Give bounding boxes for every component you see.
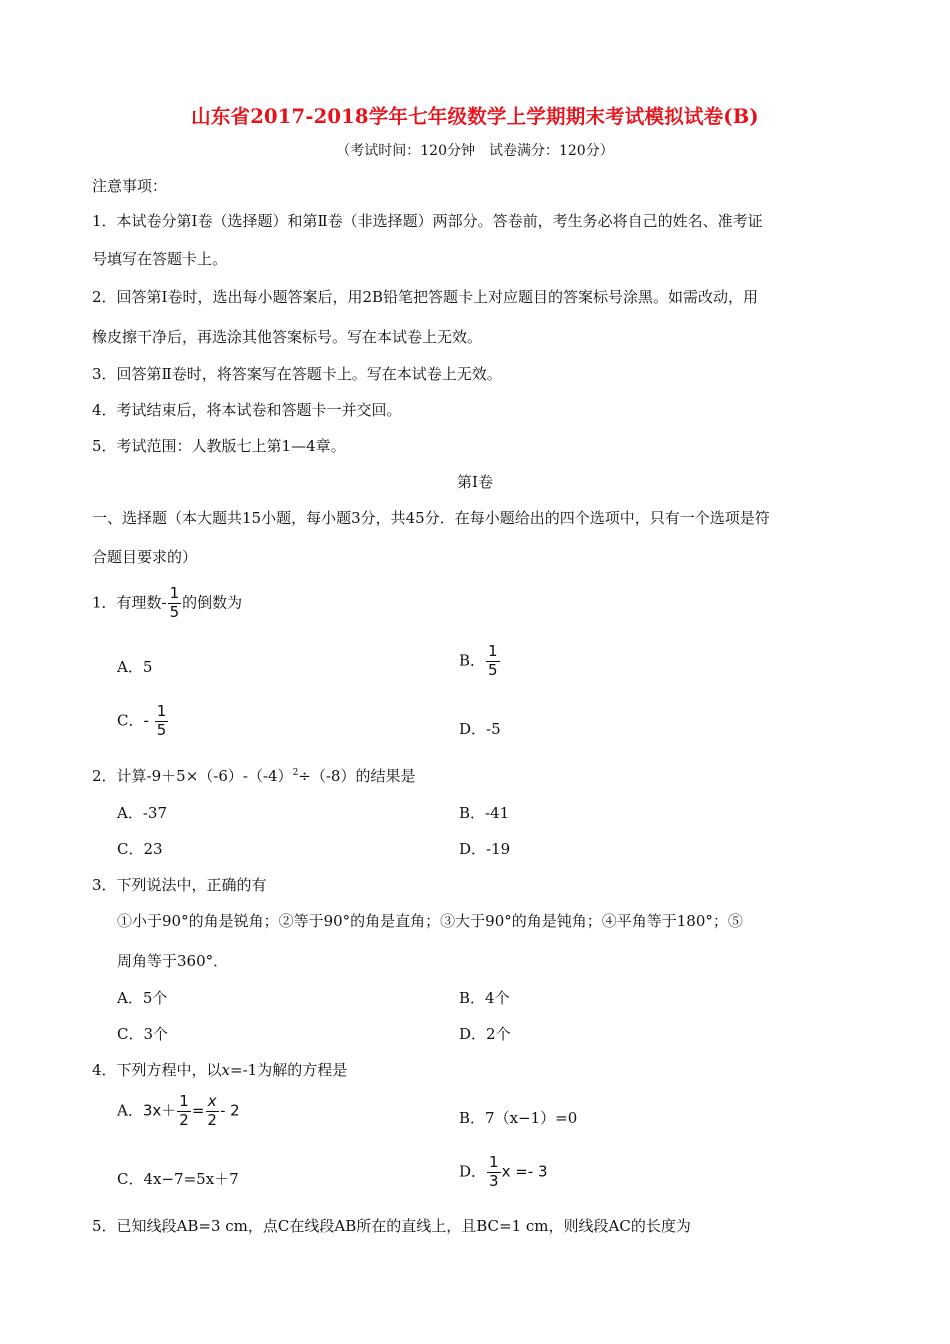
question-1-stem: 1．有理数- $\frac{1}{5}$ 的倒数为	[92, 584, 243, 621]
notice-line: 2．回答第Ⅰ卷时，选出每小题答案后，用2B铅笔把答题卡上对应题目的答案标号涂黑。如需改动，用	[92, 288, 759, 306]
option-b: B．-41	[459, 804, 510, 822]
question-3-stem: 3．下列说法中，正确的有	[92, 876, 267, 894]
notice-line: 1．本试卷分第Ⅰ卷（选择题）和第Ⅱ卷（非选择题）两部分。答卷前，考生务必将自己的姓名、准考证	[92, 212, 763, 230]
option-c: C．4x−7=5x＋7	[117, 1170, 239, 1188]
fraction: $\frac{1}{5}$	[156, 702, 167, 739]
option-d: D．-5	[459, 720, 501, 738]
question-3-statements: 周角等于360°．	[117, 952, 229, 970]
option-a: A．5	[117, 658, 153, 676]
fraction: $\frac{x}{2}$	[207, 1092, 217, 1129]
section-intro: 合题目要求的）	[92, 548, 198, 566]
question-5-stem: 5．已知线段AB=3 cm，点C在线段AB所在的直线上，且BC=1 cm，则线段AC的长度为	[92, 1217, 691, 1235]
fraction: $\frac{1}{5}$	[169, 584, 180, 621]
option-d: D．-19	[459, 840, 511, 858]
option-d: D． $\frac{1}{3}$ x =- 3	[459, 1153, 548, 1190]
question-4-stem: 4．下列方程中，以x=-1为解的方程是	[92, 1061, 348, 1079]
fraction: $\frac{1}{3}$	[489, 1153, 499, 1190]
option-a: A．5个	[117, 989, 168, 1007]
notice-line: 橡皮擦干净后，再选涂其他答案标号。写在本试卷上无效。	[92, 328, 483, 346]
fraction: $\frac{1}{2}$	[179, 1092, 189, 1129]
notice-line: 5．考试范围：人教版七上第1—4章。	[92, 437, 346, 455]
option-b: B．4个	[459, 989, 510, 1007]
option-c: C．23	[117, 840, 163, 858]
page-title: 山东省2017-2018学年七年级数学上学期期末考试模拟试卷(B)	[191, 105, 759, 128]
question-2-stem: 2．计算$-9+5\times(-6)-(-4)^2\div(-8)$的结果是	[92, 767, 416, 785]
notice-line: 3．回答第Ⅱ卷时，将答案写在答题卡上。写在本试卷上无效。	[92, 365, 502, 383]
option-b: B． $\frac{1}{5}$	[459, 642, 498, 679]
option-a: A．-37	[117, 804, 167, 822]
part-heading: 第Ⅰ卷	[457, 473, 493, 491]
notice-heading: 注意事项：	[92, 177, 168, 195]
option-c: C．3个	[117, 1025, 169, 1043]
fraction: $\frac{1}{5}$	[488, 642, 498, 679]
section-intro: 一、选择题（本大题共15小题，每小题3分，共45分．在每小题给出的四个选项中，只有一个选项是符	[92, 509, 770, 527]
question-3-statements: ①小于90°的角是锐角；②等于90°的角是直角；③大于90°的角是钝角；④平角等于180°；⑤	[117, 912, 743, 930]
option-c: C．- $\frac{1}{5}$	[117, 702, 167, 739]
notice-line: 4．考试结束后，将本试卷和答题卡一并交回。	[92, 401, 402, 419]
option-b: B．7（x−1）=0	[459, 1109, 578, 1127]
exam-info: （考试时间：120分钟 试卷满分：120分）	[336, 143, 614, 159]
option-a: A．3x＋ $\frac{1}{2}$ = $\frac{x}{2}$ - 2	[117, 1092, 240, 1129]
notice-line: 号填写在答题卡上。	[92, 250, 228, 268]
option-d: D．2个	[459, 1025, 511, 1043]
